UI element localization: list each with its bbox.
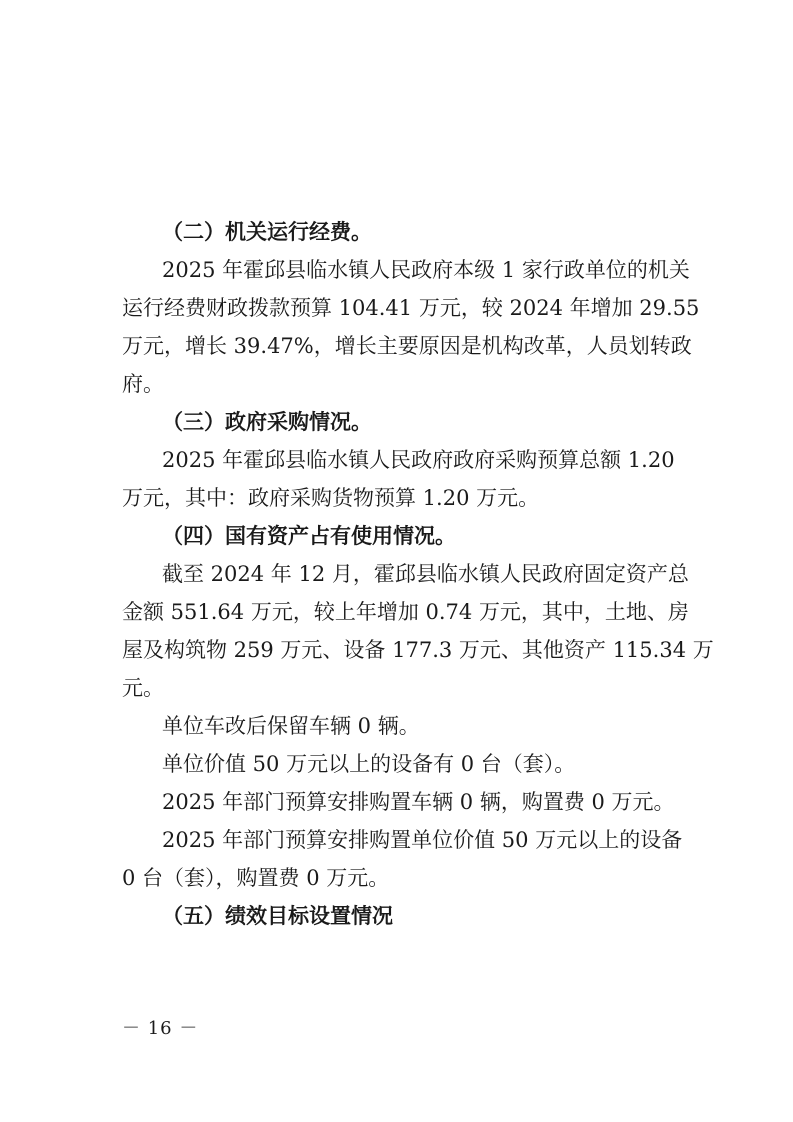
- paragraph-line: 2025 年霍邱县临水镇人民政府本级 1 家行政单位的机关: [162, 258, 690, 282]
- paragraph-line: 2025 年部门预算安排购置单位价值 50 万元以上的设备: [162, 828, 683, 852]
- section-heading-performance-goals: （五）绩效目标设置情况: [162, 904, 393, 928]
- paragraph-line: 元。: [122, 676, 164, 700]
- paragraph-line: 府。: [122, 372, 164, 396]
- paragraph-line: 屋及构筑物 259 万元、设备 177.3 万元、其他资产 115.34 万: [122, 638, 714, 662]
- section-heading-state-assets: （四）国有资产占有使用情况。: [162, 524, 456, 548]
- paragraph-line: 万元，其中：政府采购货物预算 1.20 万元。: [122, 486, 540, 510]
- page-number: － 16 －: [122, 1018, 199, 1039]
- paragraph-line: 截至 2024 年 12 月，霍邱县临水镇人民政府固定资产总: [162, 562, 689, 586]
- paragraph-line: 万元，增长 39.47%，增长主要原因是机构改革，人员划转政: [122, 334, 692, 358]
- paragraph-vehicle-purchase: 2025 年部门预算安排购置车辆 0 辆，购置费 0 万元。: [162, 790, 675, 814]
- section-heading-procurement: （三）政府采购情况。: [162, 410, 372, 434]
- paragraph-line: 0 台（套），购置费 0 万元。: [122, 866, 390, 890]
- paragraph-line: 运行经费财政拨款预算 104.41 万元，较 2024 年增加 29.55: [122, 296, 700, 320]
- section-heading-operating-expenses: （二）机关运行经费。: [162, 220, 372, 244]
- paragraph-vehicles-retained: 单位车改后保留车辆 0 辆。: [162, 714, 420, 738]
- paragraph-line: 金额 551.64 万元，较上年增加 0.74 万元，其中，土地、房: [122, 600, 689, 624]
- paragraph-equipment-count: 单位价值 50 万元以上的设备有 0 台（套）。: [162, 752, 576, 776]
- paragraph-line: 2025 年霍邱县临水镇人民政府政府采购预算总额 1.20: [162, 448, 675, 472]
